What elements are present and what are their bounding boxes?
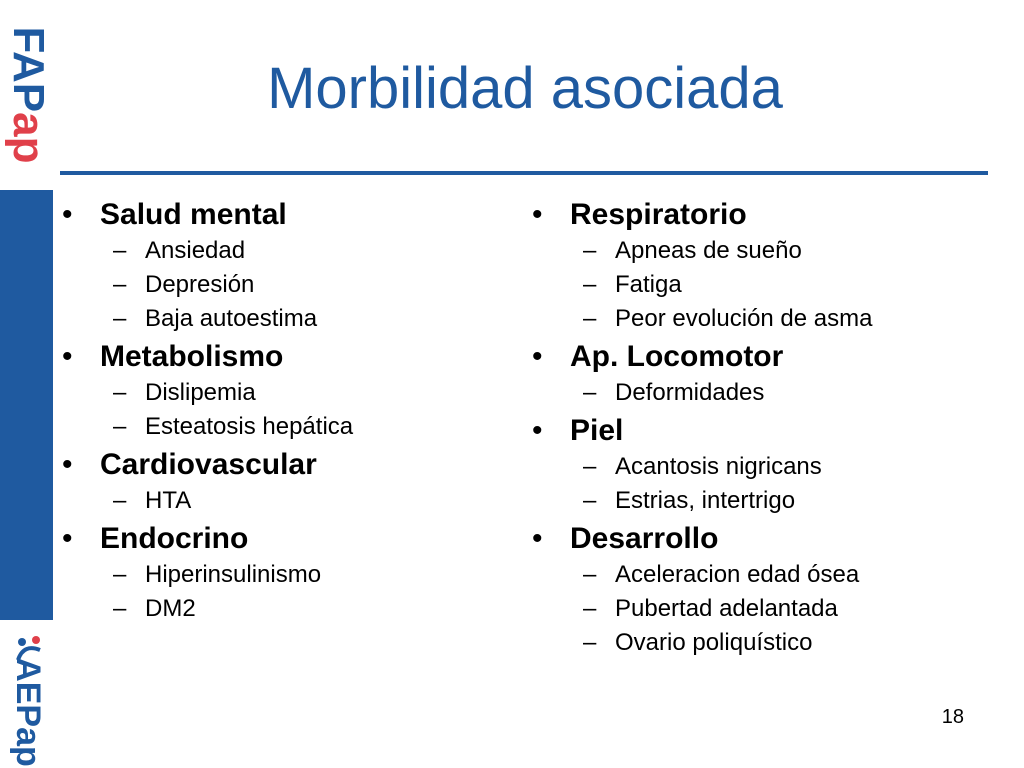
category-item bbox=[62, 198, 492, 336]
dash-icon: – bbox=[113, 595, 127, 622]
category-label: Respiratorio bbox=[570, 198, 747, 231]
sub-item-label: HTA bbox=[145, 487, 192, 514]
category-item bbox=[62, 448, 492, 518]
sub-item-label: Apneas de sueño bbox=[615, 237, 802, 264]
dash-icon: – bbox=[583, 629, 597, 656]
brand-strip bbox=[0, 0, 55, 768]
sub-item bbox=[100, 376, 492, 410]
category-label: Metabolismo bbox=[100, 340, 284, 373]
category-label: Cardiovascular bbox=[100, 448, 317, 481]
sub-item-label: Esteatosis hepática bbox=[145, 413, 354, 440]
sub-item-label: Peor evolución de asma bbox=[615, 305, 873, 332]
sub-list bbox=[100, 484, 492, 518]
category-item bbox=[532, 414, 982, 518]
bullet-icon: • bbox=[532, 340, 543, 373]
dash-icon: – bbox=[113, 561, 127, 588]
sub-item bbox=[100, 558, 492, 592]
dash-icon: – bbox=[113, 271, 127, 298]
dash-icon: – bbox=[583, 237, 597, 264]
bullet-icon: • bbox=[62, 448, 73, 481]
dash-icon: – bbox=[583, 453, 597, 480]
category-item bbox=[532, 522, 982, 660]
dash-icon: – bbox=[583, 561, 597, 588]
fapap-logo-fap: FAP bbox=[3, 26, 53, 113]
bullet-icon: • bbox=[532, 414, 543, 447]
dash-icon: – bbox=[583, 379, 597, 406]
sub-item bbox=[570, 484, 982, 518]
aepap-logo-text: AEPap bbox=[8, 657, 47, 767]
sub-item bbox=[570, 626, 982, 660]
dash-icon: – bbox=[113, 413, 127, 440]
dash-icon: – bbox=[583, 271, 597, 298]
sub-list bbox=[100, 234, 492, 336]
sub-item-label: Ovario poliquístico bbox=[615, 629, 813, 656]
sub-list bbox=[100, 558, 492, 626]
sub-item bbox=[570, 558, 982, 592]
left-column bbox=[62, 198, 492, 626]
bullet-icon: • bbox=[62, 522, 73, 555]
title-divider bbox=[60, 171, 988, 175]
category-label: Endocrino bbox=[100, 522, 249, 555]
bullet-icon: • bbox=[62, 340, 73, 373]
dash-icon: – bbox=[583, 487, 597, 514]
sub-item-label: Depresión bbox=[145, 271, 255, 298]
sub-item-label: DM2 bbox=[145, 595, 196, 622]
dash-icon: – bbox=[113, 305, 127, 332]
sub-item bbox=[570, 268, 982, 302]
category-item bbox=[532, 340, 982, 410]
sub-item bbox=[100, 234, 492, 268]
sub-list bbox=[100, 376, 492, 444]
category-label: Piel bbox=[570, 414, 624, 447]
bullet-icon: • bbox=[532, 198, 543, 231]
category-label: Salud mental bbox=[100, 198, 287, 231]
sub-item bbox=[100, 592, 492, 626]
sub-item-label: Pubertad adelantada bbox=[615, 595, 838, 622]
page-number: 18 bbox=[941, 706, 964, 728]
sub-item-label: Fatiga bbox=[615, 271, 682, 298]
sub-item-label: Deformidades bbox=[615, 379, 765, 406]
sub-item-label: Ansiedad bbox=[145, 237, 246, 264]
bullet-icon: • bbox=[62, 198, 73, 231]
sub-item bbox=[100, 410, 492, 444]
dash-icon: – bbox=[583, 595, 597, 622]
sub-item-label: Baja autoestima bbox=[145, 305, 318, 332]
brand-color-bar bbox=[0, 190, 53, 620]
sub-item-label: Estrias, intertrigo bbox=[615, 487, 796, 514]
dash-icon: – bbox=[113, 379, 127, 406]
dash-icon: – bbox=[583, 305, 597, 332]
sub-item bbox=[570, 376, 982, 410]
dash-icon: – bbox=[113, 487, 127, 514]
fapap-logo-ap: ap bbox=[3, 112, 53, 164]
sub-list bbox=[570, 558, 982, 660]
slide-title: Morbilidad asociada bbox=[267, 56, 783, 121]
category-label: Ap. Locomotor bbox=[570, 340, 784, 373]
right-column bbox=[532, 198, 982, 660]
sub-list bbox=[570, 376, 982, 410]
aepap-logo bbox=[0, 620, 55, 768]
fapap-logo bbox=[0, 0, 55, 190]
category-label: Desarrollo bbox=[570, 522, 719, 555]
sub-list bbox=[570, 234, 982, 336]
sub-item bbox=[100, 484, 492, 518]
category-item bbox=[62, 340, 492, 444]
sub-item bbox=[570, 234, 982, 268]
sub-item bbox=[570, 302, 982, 336]
sub-item-label: Aceleracion edad ósea bbox=[615, 561, 860, 588]
dash-icon: – bbox=[113, 237, 127, 264]
sub-item bbox=[100, 302, 492, 336]
category-item bbox=[532, 198, 982, 336]
sub-item-label: Acantosis nigricans bbox=[615, 453, 822, 480]
sub-item bbox=[570, 450, 982, 484]
sub-item-label: Dislipemia bbox=[145, 379, 256, 406]
sub-list bbox=[570, 450, 982, 518]
category-item bbox=[62, 522, 492, 626]
sub-item-label: Hiperinsulinismo bbox=[145, 561, 322, 588]
sub-item bbox=[100, 268, 492, 302]
sub-item bbox=[570, 592, 982, 626]
bullet-icon: • bbox=[532, 522, 543, 555]
